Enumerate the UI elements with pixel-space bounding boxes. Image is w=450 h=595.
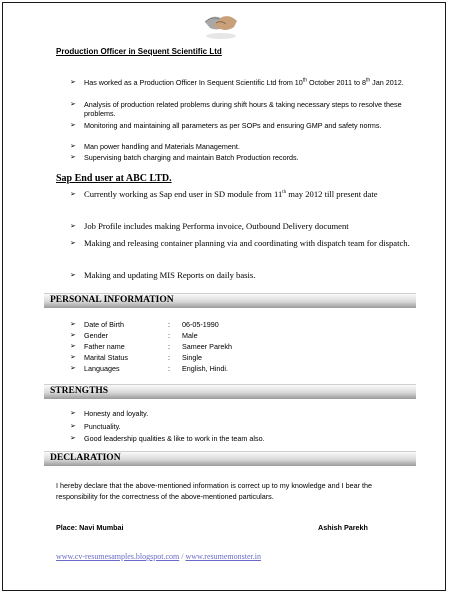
arrow-bullet-icon: ➢ [70,410,76,417]
personal-value: Single [182,353,202,362]
experience-bullet-text: Has worked as a Production Officer In Sequent Scientific Ltd from 10th October 2011 to 8th Jan 2012. [84,77,404,87]
strength-text: Honesty and loyalty. [84,409,149,418]
sap-bullet [70,268,415,283]
experience-bullet [70,78,410,87]
strength-item [70,408,400,419]
personal-separator: : [168,353,170,362]
arrow-bullet-icon: ➢ [70,190,76,198]
signer-name: Ashish Parekh [318,523,368,532]
personal-key: Languages [84,364,120,373]
personal-key: Gender [84,331,108,340]
personal-value: 06-05-1990 [182,320,219,329]
footer-separator: / [179,552,186,561]
arrow-bullet-icon: ➢ [70,101,76,108]
handshake-icon [202,8,240,40]
declaration-text: I hereby declare that the above-mentioned information is correct up to my knowledge and I bear the responsibility for the correctness of the above-mentioned particulars. [56,481,373,501]
experience-bullet [70,100,410,118]
arrow-bullet-icon: ➢ [70,435,76,442]
experience-bullet-text: Analysis of production related problems during shift hours & taking necessary steps to resolve these problems. [84,100,402,118]
experience-bullet-text: Monitoring and maintaining all parameters as per SOPs and ensuring GMP and safety norms. [84,121,382,130]
experience-bullet [70,153,410,162]
section-heading: STRENGTHS [50,386,109,396]
footer-links [56,552,261,561]
sap-bullet-text: Job Profile includes making Performa invoice, Outbound Delivery document [84,221,349,231]
sap-bullet [70,219,415,234]
personal-row [70,363,400,374]
experience-title: Production Officer in Sequent Scientific Ltd [56,47,222,56]
strength-text: Punctuality. [84,422,121,431]
arrow-bullet-icon: ➢ [70,321,76,328]
personal-separator: : [168,364,170,373]
declaration-heading-bar [44,451,416,466]
personal-key: Father name [84,342,125,351]
personal-row [70,352,400,363]
strength-text: Good leadership qualities & like to work in the team also. [84,434,265,443]
footer-link[interactable]: www.resumemonster.in [185,552,261,561]
arrow-bullet-icon: ➢ [70,222,76,230]
arrow-bullet-icon: ➢ [70,79,76,86]
experience-bullet-text: Supervising batch charging and maintain Batch Production records. [84,153,299,162]
experience-bullet-text: Man power handling and Materials Management. [84,142,240,151]
strengths-heading-bar [44,384,416,399]
sap-bullet-text: Currently working as Sap end user in SD module from 11th may 2012 till present date [84,189,378,199]
personal-separator: : [168,342,170,351]
sap-bullet-text: Making and releasing container planning via and coordinating with dispatch team for dispatch. [84,238,410,248]
arrow-bullet-icon: ➢ [70,343,76,350]
personal-value: Male [182,331,198,340]
arrow-bullet-icon: ➢ [70,354,76,361]
arrow-bullet-icon: ➢ [70,271,76,279]
strength-item [70,421,400,432]
sap-bullet [70,236,415,251]
personal-separator: : [168,320,170,329]
experience-bullet [70,142,410,151]
personal-value: Sameer Parekh [182,342,232,351]
experience-bullet [70,121,410,130]
sap-bullet-text: Making and updating MIS Reports on daily basis. [84,270,256,280]
arrow-bullet-icon: ➢ [70,365,76,372]
personal-row [70,341,400,352]
personal-key: Marital Status [84,353,128,362]
section-heading: PERSONAL INFORMATION [50,295,174,305]
arrow-bullet-icon: ➢ [70,239,76,247]
arrow-bullet-icon: ➢ [70,143,76,150]
section-heading: DECLARATION [50,453,121,463]
personal-information-heading-bar [44,293,416,308]
sap-bullet [70,187,415,202]
personal-separator: : [168,331,170,340]
strength-item [70,433,400,444]
arrow-bullet-icon: ➢ [70,332,76,339]
place-label: Place: Navi Mumbai [56,523,124,532]
sap-title: Sap End user at ABC LTD. [56,173,172,184]
arrow-bullet-icon: ➢ [70,423,76,430]
personal-key: Date of Birth [84,320,124,329]
personal-value: English, Hindi. [182,364,228,373]
footer-link[interactable]: www.cv-resumesamples.blogspot.com [56,552,180,561]
arrow-bullet-icon: ➢ [70,122,76,129]
personal-row [70,319,400,330]
arrow-bullet-icon: ➢ [70,154,76,161]
personal-row [70,330,400,341]
